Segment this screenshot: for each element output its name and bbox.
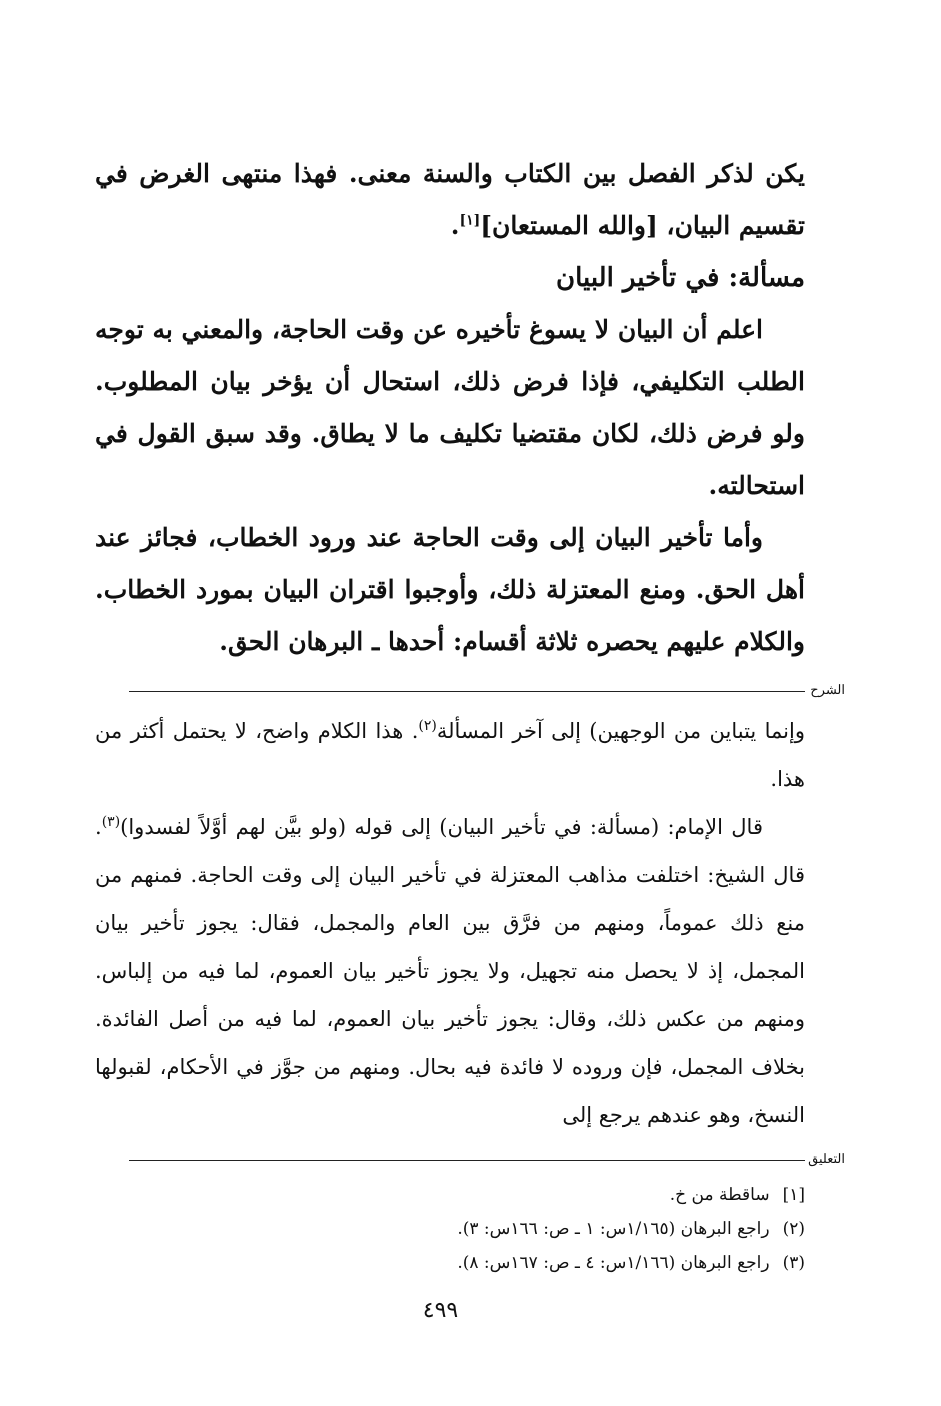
footnote-1-number: [١]	[782, 1185, 805, 1205]
main-paragraph-2: اعلم أن البيان لا يسوغ تأخيره عن وقت الحاجة، والمعني به توجه الطلب التكليفي، فإذا فرض ذلك، استحال أن يؤخر بيان المطلوب. ولو فرض ذلك، لكان مقتضيا تكليف ما لا يطاق. وقد سبق القول في استحالته.	[95, 315, 805, 500]
main-paragraph-1-text: يكن لذكر الفصل بين الكتاب والسنة معنى. فهذا منتهى الغرض في تقسيم البيان،	[95, 159, 805, 240]
sharh-separator-line	[129, 691, 805, 692]
footnotes	[205, 1178, 805, 1280]
commentary-paragraph-1-text: وإنما يتباين من الوجهين) إلى آخر المسألة	[436, 719, 805, 743]
footnote-2-text: راجع البرهان (١/١٦٥س: ١ ـ ص: ١٦٦س: ٣).	[457, 1219, 770, 1239]
commentary-paragraph-1-end: . هذا الكلام واضح، لا يحتمل أكثر من هذا.	[95, 719, 805, 791]
footnote-2	[205, 1212, 805, 1246]
footnote-3	[205, 1246, 805, 1280]
commentary-text	[95, 707, 805, 1139]
main-paragraph-3: وأما تأخير البيان إلى وقت الحاجة عند ورود الخطاب، فجائز عند أهل الحق. ومنع المعتزلة ذلك، وأوجبوا اقتران البيان بمورد الخطاب. والكلام عليهم يحصره ثلاثة أقسام: أحدها ـ البرهان الحق.	[95, 523, 805, 656]
footnote-2-number: (٢)	[782, 1219, 805, 1239]
commentary-paragraph-1	[95, 707, 805, 803]
main-paragraph-1	[95, 148, 805, 252]
footnote-ref-2: (٢)	[418, 718, 437, 734]
page-number: ٤٩٩	[422, 1298, 459, 1323]
commentary-paragraph-2	[95, 803, 805, 1139]
footnote-3-number: (٣)	[782, 1253, 805, 1273]
footnote-1-text: ساقطة من خ.	[669, 1185, 770, 1205]
bracketed-insertion: [والله المستعان]	[480, 211, 658, 240]
main-paragraph-1-end: .	[450, 211, 460, 240]
commentary-paragraph-2-text: قال الإمام: (مسألة: في تأخير البيان) إلى قوله (ولو بيَّن لهم أوَّلاً لفسدوا)	[120, 815, 763, 839]
sharh-label: الشرح	[810, 683, 845, 698]
footnote-ref-3: (٣)	[101, 814, 121, 830]
footnote-3-text: راجع البرهان (١/١٦٦س: ٤ ـ ص: ١٦٧س: ٨).	[457, 1253, 770, 1273]
section-heading: مسألة: في تأخير البيان	[555, 263, 805, 293]
main-text	[95, 148, 805, 668]
taliq-separator-line	[129, 1160, 805, 1161]
footnote-ref-1: [١]	[459, 212, 481, 229]
footnote-1	[205, 1178, 805, 1212]
taliq-label: التعليق	[808, 1152, 845, 1167]
commentary-paragraph-2-end: . قال الشيخ: اختلفت مذاهب المعتزلة في تأخير البيان إلى وقت الحاجة. فمنهم من منع ذلك عموماً، ومنهم من فرَّق بين العام والمجمل، فقال: يجوز تأخير بيان المجمل، إذ لا يحصل منه تجهيل، ولا يجوز تأخير بيان العموم، لما فيه من إلباس. ومنهم من عكس ذلك، وقال: يجوز تأخير بيان العموم، لما فيه من أصل الفائدة. بخلاف المجمل، فإن وروده لا فائدة فيه بحال. ومنهم من جوَّز في الأحكام، لقبولها النسخ، وهو عندهم يرجع إلى	[95, 815, 805, 1127]
